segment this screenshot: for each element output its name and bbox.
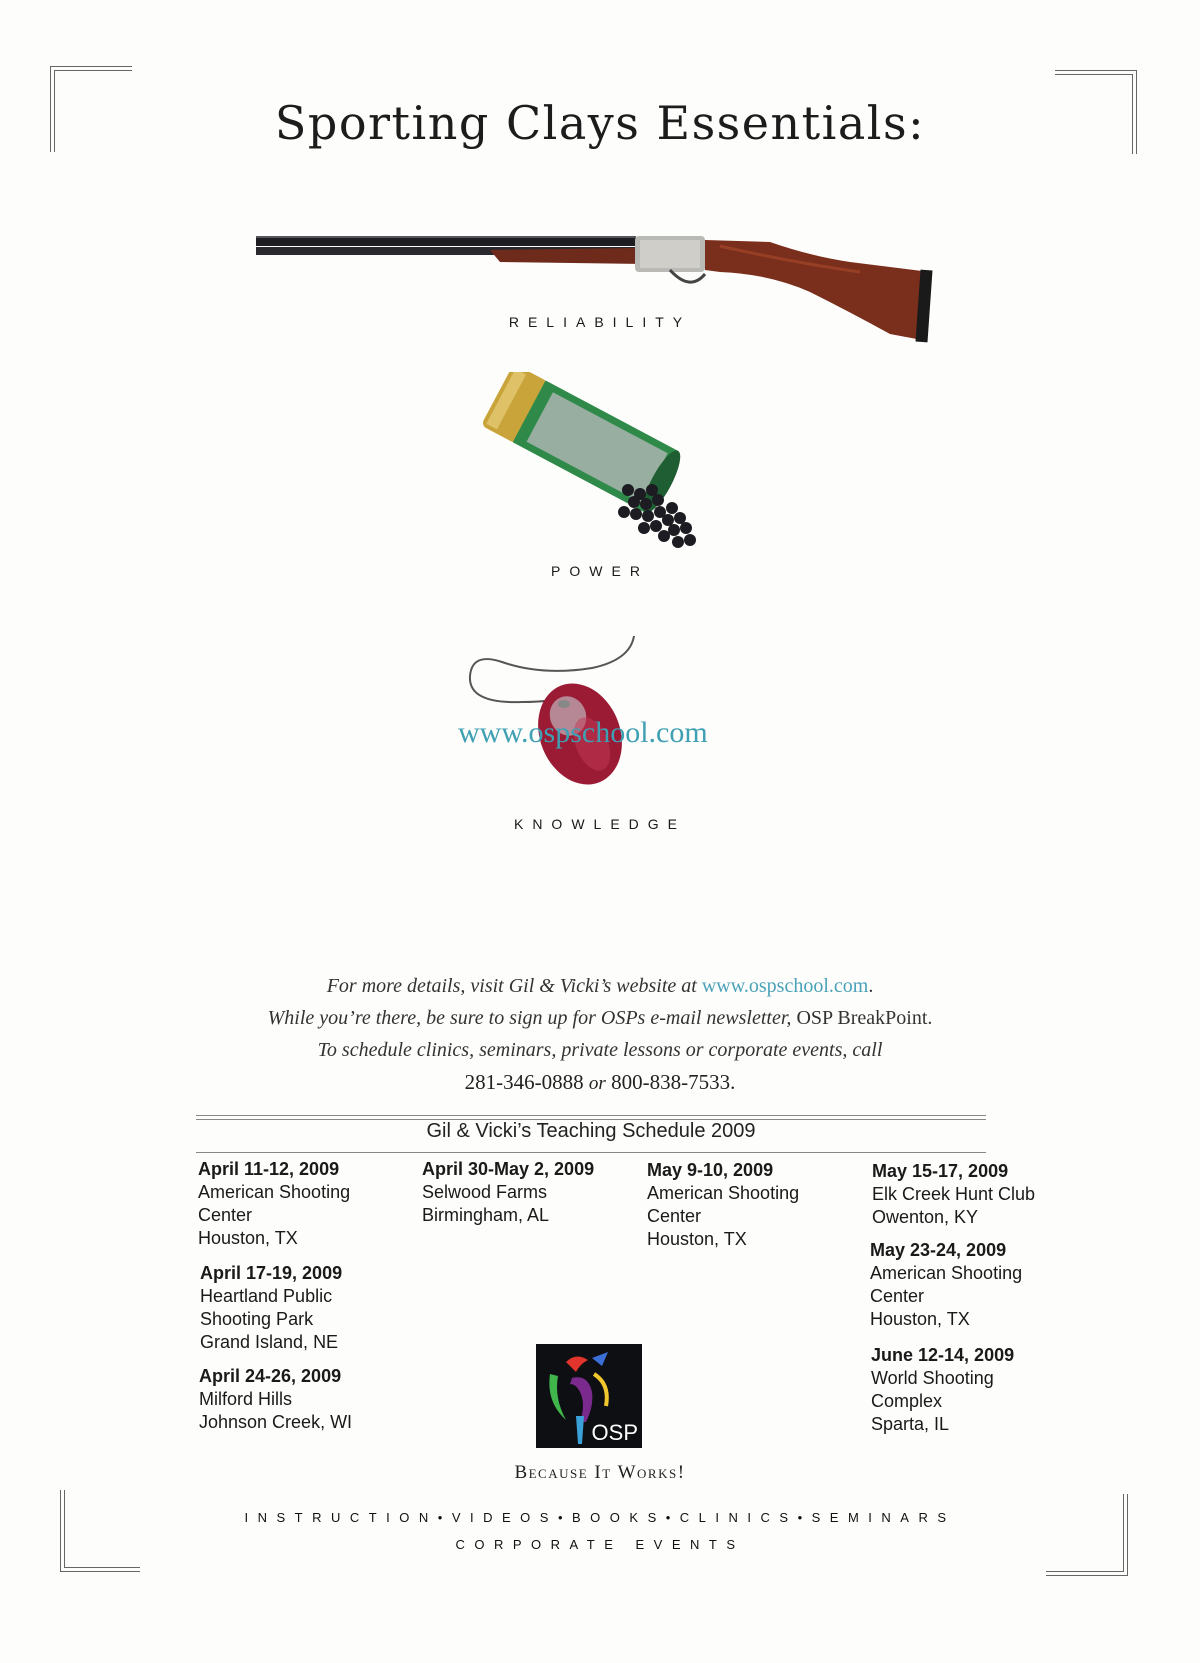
caption-knowledge: KNOWLEDGE: [513, 816, 686, 832]
info-newsletter-text: While you’re there, be sure to sign up for OSPs e-mail newsletter,: [267, 1007, 792, 1029]
event-venue: American Shooting: [198, 1182, 351, 1202]
schedule-event: [200, 1262, 342, 1354]
schedule-rule-top: [196, 1115, 986, 1116]
event-location: Birmingham, AL: [422, 1205, 550, 1225]
event-venue: Center: [647, 1206, 702, 1226]
newsletter-name: OSP BreakPoint.: [796, 1007, 933, 1029]
phone-or: or: [588, 1073, 606, 1094]
event-location: Sparta, IL: [871, 1414, 950, 1434]
schedule-event: [871, 1344, 1014, 1436]
services-line: INSTRUCTION•VIDEOS•BOOKS•CLINICS•SEMINARS: [244, 1510, 956, 1525]
services-line-2: CORPORATE EVENTS: [455, 1537, 745, 1552]
corner-bottom-left: [60, 1490, 140, 1572]
info-line-website: [0, 970, 1200, 1002]
schedule-event: [422, 1158, 594, 1227]
computer-mouse-image: [462, 632, 682, 792]
event-venue: Milford Hills: [199, 1389, 293, 1409]
logo-text: OSP: [591, 1420, 638, 1445]
info-website-text: For more details, visit Gil & Vicki’s website at: [326, 975, 697, 997]
event-location: Owenton, KY: [872, 1207, 979, 1227]
event-date: May 9-10, 2009: [647, 1160, 774, 1180]
schedule-event: [870, 1239, 1022, 1331]
event-date: April 11-12, 2009: [198, 1159, 340, 1179]
event-date: April 17-19, 2009: [200, 1263, 343, 1283]
contact-info: [0, 970, 1200, 1100]
event-location: Johnson Creek, WI: [199, 1412, 353, 1432]
phone-number-2: 800-838-7533.: [611, 1070, 736, 1094]
event-date: April 30-May 2, 2009: [422, 1159, 595, 1179]
info-line-newsletter: [0, 1002, 1200, 1034]
event-venue: American Shooting: [870, 1263, 1023, 1283]
event-venue: Selwood Farms: [422, 1182, 548, 1202]
event-venue: World Shooting: [871, 1368, 994, 1388]
shotshell-image: [478, 372, 738, 562]
website-link[interactable]: www.ospschool.com: [701, 975, 869, 997]
event-venue: Elk Creek Hunt Club: [872, 1184, 1036, 1204]
info-line-schedule: To schedule clinics, seminars, private lessons or corporate events, call: [317, 1039, 883, 1061]
event-date: May 15-17, 2009: [872, 1161, 1009, 1181]
schedule-event: [872, 1160, 1035, 1229]
schedule-event: [647, 1159, 799, 1251]
tagline: Because It Works!: [514, 1462, 686, 1483]
event-location: Houston, TX: [198, 1228, 298, 1248]
caption-reliability: RELIABILITY: [508, 314, 692, 330]
page-title: Sporting Clays Essentials:: [274, 96, 926, 150]
caption-power: POWER: [551, 563, 649, 579]
event-venue: Complex: [871, 1391, 943, 1411]
event-venue: Heartland Public: [200, 1286, 333, 1306]
event-location: Houston, TX: [647, 1229, 747, 1249]
event-date: April 24-26, 2009: [199, 1366, 342, 1386]
info-website-end: .: [868, 975, 874, 997]
event-location: Grand Island, NE: [200, 1332, 339, 1352]
event-date: June 12-14, 2009: [871, 1345, 1015, 1365]
osp-logo: [536, 1344, 642, 1448]
schedule-event: [198, 1158, 350, 1250]
event-date: May 23-24, 2009: [870, 1240, 1007, 1260]
event-venue: Shooting Park: [200, 1309, 314, 1329]
event-location: Houston, TX: [870, 1309, 970, 1329]
schedule-title: Gil & Vicki’s Teaching Schedule 2009: [426, 1120, 756, 1142]
shotgun-image: [250, 222, 940, 352]
event-venue: American Shooting: [647, 1183, 800, 1203]
info-line-phones: [0, 1066, 1200, 1100]
event-venue: Center: [198, 1205, 253, 1225]
schedule-event: [199, 1365, 352, 1434]
event-venue: Center: [870, 1286, 925, 1306]
schedule-rule-bottom: [196, 1152, 986, 1153]
url-overlay-text: www.ospschool.com: [458, 716, 708, 749]
phone-number-1: 281-346-0888: [464, 1070, 584, 1094]
corner-bottom-right: [1046, 1494, 1128, 1576]
